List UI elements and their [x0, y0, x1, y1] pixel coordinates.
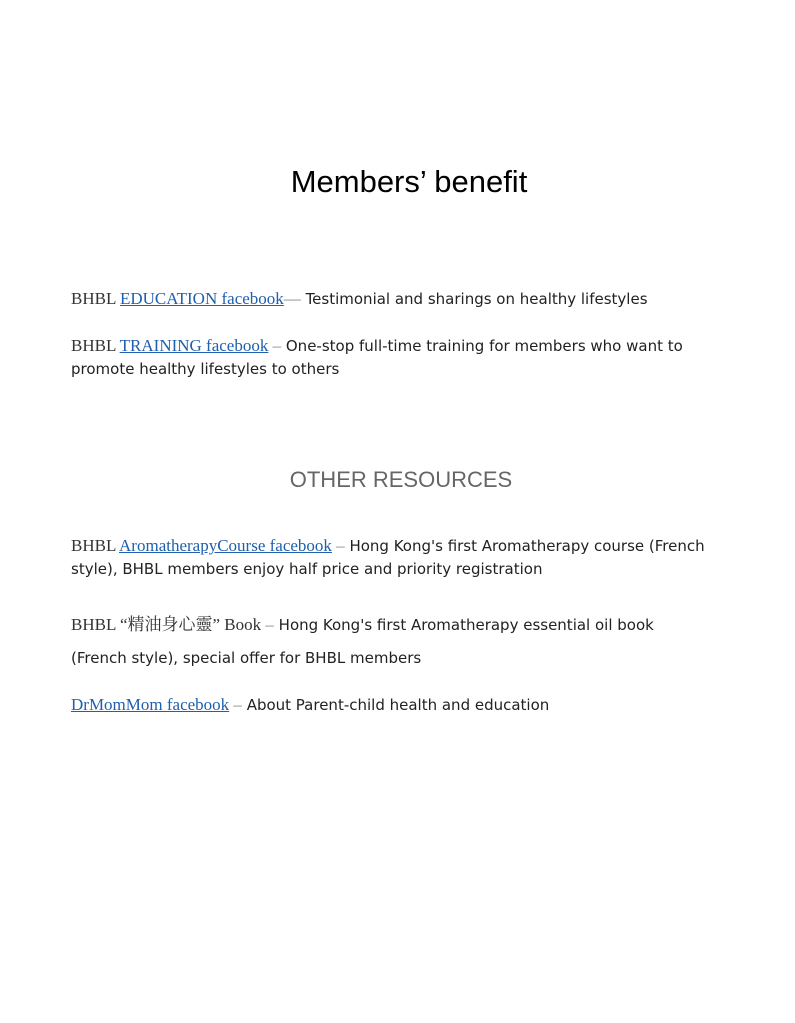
education-dash: —	[283, 289, 301, 308]
book-entry	[71, 613, 731, 670]
education-prefix: BHBL	[71, 289, 120, 308]
education-entry	[71, 287, 731, 311]
other-resources-heading: OTHER RESOURCES	[289, 467, 513, 492]
aromatherapy-course-facebook-link[interactable]: AromatherapyCourse facebook	[119, 536, 332, 555]
book-description-line2: (French style), special offer for BHBL members	[71, 649, 422, 667]
book-dash: –	[261, 615, 274, 634]
drmommom-facebook-link[interactable]: DrMomMom facebook	[71, 695, 230, 714]
aromatherapy-dash: –	[331, 536, 345, 555]
page-title: Members’ benefit	[290, 164, 528, 199]
education-facebook-link[interactable]: EDUCATION facebook	[119, 289, 284, 308]
training-facebook-link[interactable]: TRAINING facebook	[119, 336, 269, 355]
training-prefix: BHBL	[71, 336, 120, 355]
drmommom-dash: –	[229, 695, 242, 714]
drmommom-entry	[71, 693, 731, 717]
training-description: One-stop full-time training for members who want to promote healthy lifestyles to others	[71, 337, 683, 378]
aromatherapy-prefix: BHBL	[71, 536, 120, 555]
training-entry	[71, 334, 731, 381]
drmommom-description: About Parent-child health and education	[241, 696, 550, 714]
aromatherapy-entry	[71, 534, 731, 581]
aromatherapy-description: Hong Kong's first Aromatherapy course (French style), BHBL members enjoy half price and priority registration	[71, 537, 705, 578]
book-description-line1: Hong Kong's first Aromatherapy essential oil book	[273, 616, 654, 634]
education-description: Testimonial and sharings on healthy lifestyles	[300, 290, 648, 308]
training-dash: –	[268, 336, 282, 355]
book-prefix: BHBL “精油身心靈” Book	[71, 615, 262, 634]
